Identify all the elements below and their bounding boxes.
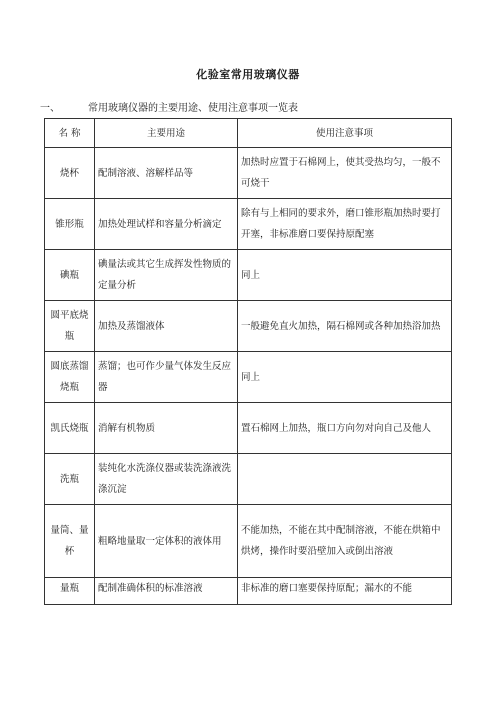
cell-name: 圆平底烧瓶	[45, 301, 95, 352]
table-row	[45, 250, 452, 301]
cell-name: 圆底蒸馏烧瓶	[45, 352, 95, 403]
cell-use: 粗略地量取一定体积的液体用	[95, 505, 238, 578]
cell-use: 加热及蒸馏液体	[95, 301, 238, 352]
header-note: 使用注意事项	[238, 119, 452, 148]
cell-note: 不能加热，不能在其中配制溶液，不能在烘箱中烘烤，操作时要沿壁加入或倒出溶液	[238, 505, 452, 578]
cell-note: 同上	[238, 352, 452, 403]
table-row	[45, 301, 452, 352]
table-row	[45, 403, 452, 454]
cell-note: 一般避免直火加热，隔石棉网或各种加热浴加热	[238, 301, 452, 352]
cell-use: 加热处理试样和容量分析滴定	[95, 199, 238, 250]
glassware-table	[44, 118, 452, 605]
cell-use: 消解有机物质	[95, 403, 238, 454]
cell-name: 洗瓶	[45, 454, 95, 505]
cell-note: 非标准的磨口塞要保持原配；漏水的不能	[238, 578, 452, 605]
header-use: 主要用途	[95, 119, 238, 148]
cell-note: 加热时应置于石棉网上，使其受热均匀，一般不可烧干	[238, 148, 452, 199]
cell-note: 置石棉网上加热，瓶口方向勿对向自己及他人	[238, 403, 452, 454]
cell-use: 碘量法或其它生成挥发性物质的定量分析	[95, 250, 238, 301]
table-row	[45, 505, 452, 578]
cell-name: 量筒、量杯	[45, 505, 95, 578]
table-row	[45, 148, 452, 199]
section-number: 一、	[40, 103, 60, 114]
header-name: 名 称	[45, 119, 95, 148]
cell-name: 碘瓶	[45, 250, 95, 301]
table-header-row	[45, 119, 452, 148]
table-row	[45, 199, 452, 250]
table-row	[45, 454, 452, 505]
section-heading-text: 常用玻璃仪器的主要用途、使用注意事项一览表	[88, 103, 298, 114]
cell-use: 配制准确体积的标准溶液	[95, 578, 238, 605]
table-row	[45, 352, 452, 403]
cell-use: 配制溶液、溶解样品等	[95, 148, 238, 199]
cell-name: 锥形瓶	[45, 199, 95, 250]
cell-note: 除有与上相同的要求外，磨口锥形瓶加热时要打开塞，非标准磨口要保持原配塞	[238, 199, 452, 250]
cell-use: 蒸馏；也可作少量气体发生反应器	[95, 352, 238, 403]
cell-note: 同上	[238, 250, 452, 301]
cell-name: 烧杯	[45, 148, 95, 199]
cell-name: 凯氏烧瓶	[45, 403, 95, 454]
document-title: 化验室常用玻璃仪器	[196, 68, 300, 81]
cell-note	[238, 454, 452, 505]
section-heading	[40, 99, 298, 114]
cell-name: 量瓶	[45, 578, 95, 605]
table-row	[45, 578, 452, 605]
cell-use: 装纯化水洗涤仪器或装洗涤液洗涤沉淀	[95, 454, 238, 505]
